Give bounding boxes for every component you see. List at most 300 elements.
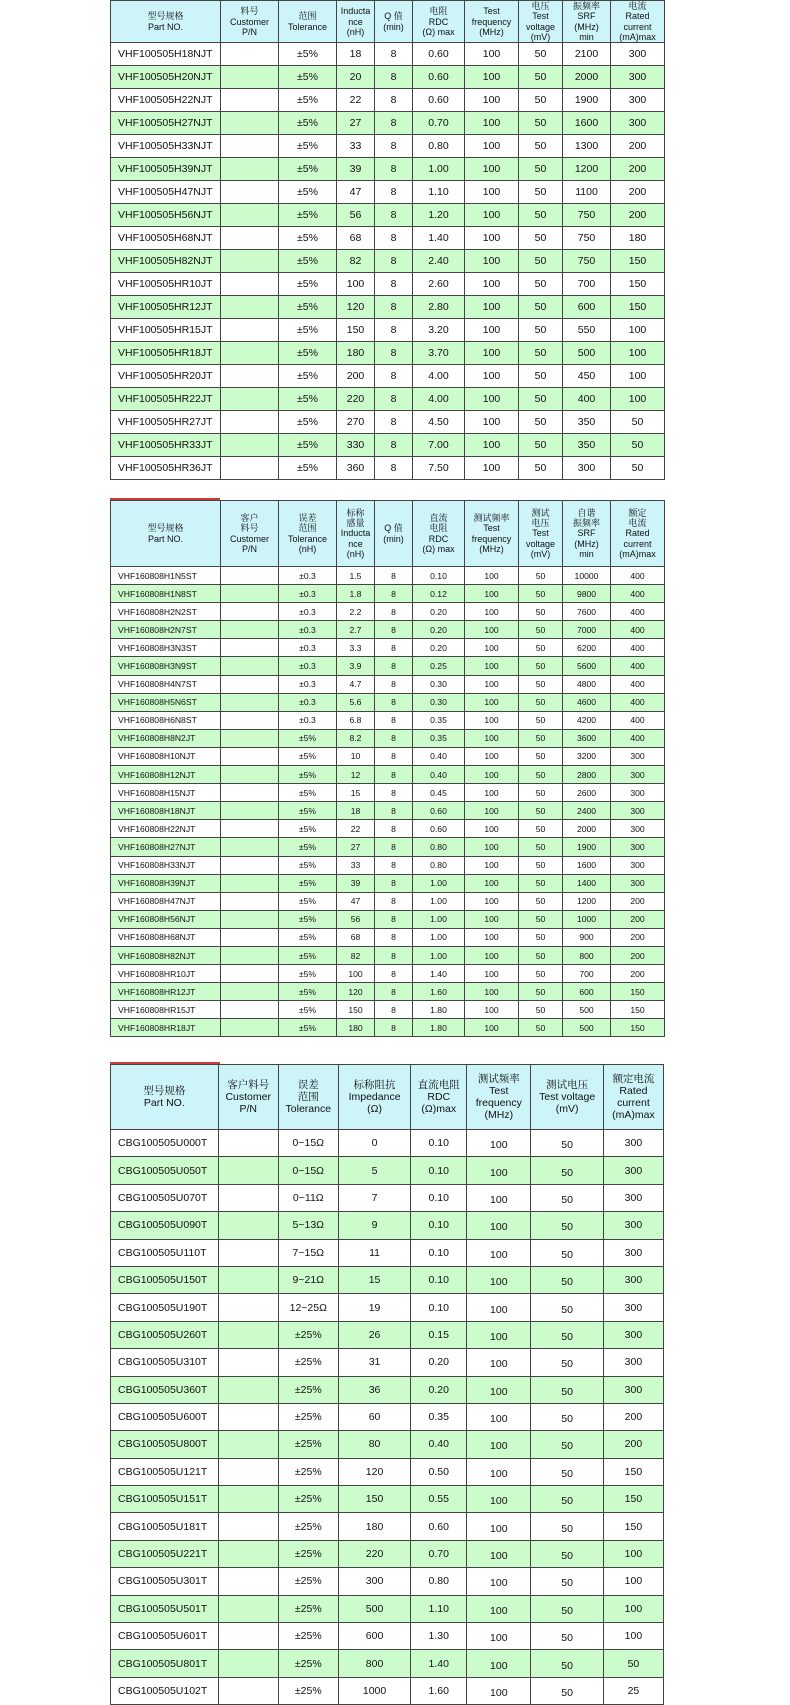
cell-rdc-max: 0.20 bbox=[413, 603, 465, 621]
cell-test-frequency: 100 bbox=[467, 1294, 531, 1321]
cell-test-voltage: 50 bbox=[519, 639, 563, 657]
header-inductance bbox=[337, 501, 375, 567]
cell-inductance: 200 bbox=[337, 365, 375, 388]
cell-test-voltage: 50 bbox=[519, 567, 563, 585]
cell-test-voltage: 50 bbox=[519, 784, 563, 802]
cell-part-no: VHF160808HR15JT bbox=[111, 1001, 221, 1019]
cell-rated-current: 200 bbox=[611, 965, 665, 983]
header-line: Test bbox=[532, 11, 549, 22]
cell-q-min: 8 bbox=[375, 693, 413, 711]
cell-test-voltage: 50 bbox=[519, 1019, 563, 1037]
cell-tolerance: ±5% bbox=[279, 766, 337, 784]
cell-impedance: 220 bbox=[338, 1540, 410, 1567]
cell-test-voltage: 50 bbox=[519, 729, 563, 747]
table-row bbox=[111, 43, 665, 66]
cell-inductance: 33 bbox=[337, 856, 375, 874]
cell-rated-current: 180 bbox=[611, 227, 665, 250]
cell-test-voltage: 50 bbox=[531, 1650, 603, 1677]
cell-rdc-max: 0.20 bbox=[413, 639, 465, 657]
cell-inductance: 39 bbox=[337, 158, 375, 181]
cell-rdc-max: 0.10 bbox=[411, 1184, 467, 1211]
cell-rdc-max: 7.50 bbox=[413, 457, 465, 480]
cell-test-voltage: 50 bbox=[519, 820, 563, 838]
cell-test-frequency: 100 bbox=[465, 296, 519, 319]
cell-part-no: CBG100505U501T bbox=[111, 1595, 219, 1622]
cell-srf-min: 2800 bbox=[563, 766, 611, 784]
table-row bbox=[111, 1321, 664, 1348]
cell-inductance: 33 bbox=[337, 135, 375, 158]
header-line: Rated bbox=[625, 528, 650, 539]
cell-test-voltage: 50 bbox=[519, 135, 563, 158]
header-line: 客户料号 bbox=[227, 1078, 270, 1091]
cell-part-no: VHF160808H4N7ST bbox=[111, 675, 221, 693]
header-line: frequency bbox=[471, 533, 512, 544]
cell-rated-current: 400 bbox=[611, 621, 665, 639]
cell-q-min: 8 bbox=[375, 657, 413, 675]
header-test-voltage bbox=[531, 1065, 603, 1130]
cell-inductance: 100 bbox=[337, 273, 375, 296]
cell-test-voltage: 50 bbox=[519, 365, 563, 388]
cell-tolerance: ±0.3 bbox=[279, 657, 337, 675]
header-line: (min) bbox=[383, 533, 404, 544]
cell-test-voltage: 50 bbox=[519, 227, 563, 250]
cell-customer-pn bbox=[221, 181, 279, 204]
cell-q-min: 8 bbox=[375, 43, 413, 66]
cell-test-frequency: 100 bbox=[465, 227, 519, 250]
cell-test-frequency: 100 bbox=[465, 946, 519, 964]
cell-customer-pn bbox=[221, 621, 279, 639]
cell-rdc-max: 0.80 bbox=[413, 135, 465, 158]
header-test-voltage bbox=[519, 501, 563, 567]
cell-test-voltage: 50 bbox=[531, 1184, 603, 1211]
cell-inductance: 220 bbox=[337, 388, 375, 411]
header-line: Customer bbox=[229, 16, 269, 27]
cell-test-voltage: 50 bbox=[531, 1266, 603, 1293]
cell-part-no: VHF100505HR22JT bbox=[111, 388, 221, 411]
table-row bbox=[111, 946, 665, 964]
cell-rdc-max: 1.40 bbox=[413, 965, 465, 983]
cell-rdc-max: 0.80 bbox=[413, 838, 465, 856]
cell-test-frequency: 100 bbox=[465, 639, 519, 657]
cell-part-no: CBG100505U190T bbox=[111, 1294, 219, 1321]
cell-tolerance: ±0.3 bbox=[279, 693, 337, 711]
header-line: (MHz) bbox=[574, 538, 599, 549]
table-row bbox=[111, 585, 665, 603]
cell-part-no: VHF160808H39NJT bbox=[111, 874, 221, 892]
cell-srf-min: 3600 bbox=[563, 729, 611, 747]
cell-rdc-max: 1.20 bbox=[413, 204, 465, 227]
cell-test-frequency: 100 bbox=[467, 1486, 531, 1513]
cell-q-min: 8 bbox=[375, 892, 413, 910]
cell-test-frequency: 100 bbox=[467, 1595, 531, 1622]
cell-rdc-max: 0.30 bbox=[413, 693, 465, 711]
header-line: Test voltage bbox=[539, 1090, 596, 1103]
cell-test-frequency: 100 bbox=[465, 657, 519, 675]
cell-test-frequency: 100 bbox=[465, 856, 519, 874]
cell-rated-current: 200 bbox=[611, 204, 665, 227]
table-header-row bbox=[111, 1, 665, 43]
cell-rdc-max: 1.60 bbox=[413, 983, 465, 1001]
cell-rdc-max: 0.60 bbox=[413, 43, 465, 66]
header-test-frequency bbox=[465, 501, 519, 567]
cell-tolerance: ±5% bbox=[279, 388, 337, 411]
cell-q-min: 8 bbox=[375, 567, 413, 585]
table-row bbox=[111, 1650, 664, 1677]
cell-customer-pn bbox=[221, 747, 279, 765]
cell-rdc-max: 0.35 bbox=[411, 1403, 467, 1430]
cell-test-frequency: 100 bbox=[465, 365, 519, 388]
cell-rated-current: 300 bbox=[611, 838, 665, 856]
header-line: 电流 bbox=[628, 517, 647, 528]
cell-test-voltage: 50 bbox=[519, 388, 563, 411]
cell-rated-current: 100 bbox=[611, 342, 665, 365]
cell-test-frequency: 100 bbox=[465, 675, 519, 693]
cell-part-no: CBG100505U070T bbox=[111, 1184, 219, 1211]
cell-inductance: 6.8 bbox=[337, 711, 375, 729]
header-line: 误差 bbox=[298, 512, 317, 523]
cell-impedance: 80 bbox=[338, 1431, 410, 1458]
cell-inductance: 120 bbox=[337, 296, 375, 319]
cell-customer-pn bbox=[221, 965, 279, 983]
cell-customer-pn bbox=[218, 1403, 278, 1430]
cell-impedance: 11 bbox=[338, 1239, 410, 1266]
cell-part-no: CBG100505U110T bbox=[111, 1239, 219, 1266]
cell-srf-min: 9800 bbox=[563, 585, 611, 603]
table-row bbox=[111, 1431, 664, 1458]
table-row bbox=[111, 820, 665, 838]
cell-tolerance: ±5% bbox=[279, 250, 337, 273]
cell-inductance: 2.7 bbox=[337, 621, 375, 639]
table-row bbox=[111, 89, 665, 112]
header-line: frequency bbox=[471, 16, 512, 27]
cell-srf-min: 2600 bbox=[563, 784, 611, 802]
cell-test-frequency: 100 bbox=[467, 1349, 531, 1376]
cell-rated-current: 300 bbox=[611, 43, 665, 66]
table-row bbox=[111, 1513, 664, 1540]
cell-rdc-max: 0.70 bbox=[411, 1540, 467, 1567]
cell-test-frequency: 100 bbox=[467, 1458, 531, 1485]
cell-inductance: 10 bbox=[337, 747, 375, 765]
cell-customer-pn bbox=[221, 729, 279, 747]
cell-q-min: 8 bbox=[375, 747, 413, 765]
cell-part-no: VHF160808H3N3ST bbox=[111, 639, 221, 657]
table-row bbox=[111, 388, 665, 411]
cell-test-voltage: 50 bbox=[519, 89, 563, 112]
cell-tolerance: ±5% bbox=[279, 928, 337, 946]
cell-impedance: 26 bbox=[338, 1321, 410, 1348]
cell-inductance: 56 bbox=[337, 910, 375, 928]
cell-test-voltage: 50 bbox=[531, 1321, 603, 1348]
cell-srf-min: 5600 bbox=[563, 657, 611, 675]
cell-srf-min: 700 bbox=[563, 273, 611, 296]
header-line: 振频率 bbox=[572, 1, 600, 11]
cell-test-voltage: 50 bbox=[519, 158, 563, 181]
cell-customer-pn bbox=[221, 250, 279, 273]
cell-customer-pn bbox=[218, 1321, 278, 1348]
cell-srf-min: 1300 bbox=[563, 135, 611, 158]
cell-q-min: 8 bbox=[375, 621, 413, 639]
cell-q-min: 8 bbox=[375, 766, 413, 784]
cell-test-voltage: 50 bbox=[519, 946, 563, 964]
cell-srf-min: 1600 bbox=[563, 856, 611, 874]
cell-rdc-max: 1.80 bbox=[413, 1001, 465, 1019]
cell-inductance: 3.9 bbox=[337, 657, 375, 675]
cell-q-min: 8 bbox=[375, 457, 413, 480]
header-line: Test bbox=[489, 1084, 509, 1097]
cell-customer-pn bbox=[221, 675, 279, 693]
cell-test-voltage: 50 bbox=[531, 1677, 603, 1704]
cell-srf-min: 1100 bbox=[563, 181, 611, 204]
cell-part-no: VHF160808HR18JT bbox=[111, 1019, 221, 1037]
header-q-min bbox=[375, 1, 413, 43]
header-line: 自谐 bbox=[577, 507, 596, 518]
cell-q-min: 8 bbox=[375, 365, 413, 388]
cell-test-frequency: 100 bbox=[467, 1376, 531, 1403]
cell-srf-min: 800 bbox=[563, 946, 611, 964]
cell-rated-current: 300 bbox=[603, 1130, 663, 1157]
cell-part-no: VHF100505HR12JT bbox=[111, 296, 221, 319]
cell-rdc-max: 1.80 bbox=[413, 1019, 465, 1037]
cell-rated-current: 300 bbox=[603, 1294, 663, 1321]
cell-rdc-max: 4.00 bbox=[413, 365, 465, 388]
cell-customer-pn bbox=[218, 1376, 278, 1403]
table-row bbox=[111, 1001, 665, 1019]
cell-rdc-max: 0.12 bbox=[413, 585, 465, 603]
table-row bbox=[111, 1349, 664, 1376]
cell-part-no: VHF100505HR15JT bbox=[111, 319, 221, 342]
header-line: (mV) bbox=[555, 1103, 579, 1116]
cell-test-voltage: 50 bbox=[531, 1431, 603, 1458]
cell-customer-pn bbox=[221, 112, 279, 135]
vhf100505-spec-table bbox=[110, 0, 665, 480]
cell-impedance: 60 bbox=[338, 1403, 410, 1430]
cell-tolerance: ±25% bbox=[278, 1376, 338, 1403]
header-line: (MHz) bbox=[479, 543, 504, 554]
cell-rdc-max: 0.40 bbox=[411, 1431, 467, 1458]
cell-customer-pn bbox=[221, 411, 279, 434]
cell-customer-pn bbox=[221, 910, 279, 928]
cell-part-no: VHF160808H3N9ST bbox=[111, 657, 221, 675]
header-line: 误差 bbox=[297, 1078, 319, 1091]
cell-q-min: 8 bbox=[375, 227, 413, 250]
cell-srf-min: 400 bbox=[563, 388, 611, 411]
cell-tolerance: ±5% bbox=[279, 892, 337, 910]
cell-tolerance: ±5% bbox=[279, 983, 337, 1001]
cell-inductance: 27 bbox=[337, 838, 375, 856]
cell-customer-pn bbox=[221, 43, 279, 66]
cell-test-voltage: 50 bbox=[519, 411, 563, 434]
cell-impedance: 31 bbox=[338, 1349, 410, 1376]
cell-test-frequency: 100 bbox=[465, 802, 519, 820]
cell-tolerance: ±0.3 bbox=[279, 675, 337, 693]
cell-srf-min: 1000 bbox=[563, 910, 611, 928]
header-line: (Ω) max bbox=[422, 26, 455, 37]
cell-tolerance: ±25% bbox=[278, 1321, 338, 1348]
cell-rated-current: 300 bbox=[603, 1184, 663, 1211]
header-line: 额定电流 bbox=[612, 1072, 655, 1085]
table-row bbox=[111, 273, 665, 296]
header-line: current bbox=[623, 538, 652, 549]
cell-test-frequency: 100 bbox=[465, 158, 519, 181]
cell-test-frequency: 100 bbox=[467, 1540, 531, 1567]
cell-rated-current: 200 bbox=[611, 892, 665, 910]
table-row bbox=[111, 1568, 664, 1595]
cell-q-min: 8 bbox=[375, 135, 413, 158]
cell-test-voltage: 50 bbox=[519, 965, 563, 983]
header-line: Test bbox=[483, 6, 500, 17]
cell-inductance: 39 bbox=[337, 874, 375, 892]
cell-inductance: 3.3 bbox=[337, 639, 375, 657]
cell-part-no: VHF100505HR27JT bbox=[111, 411, 221, 434]
header-impedance bbox=[338, 1065, 410, 1130]
header-line: Customer bbox=[225, 1090, 271, 1103]
cell-q-min: 8 bbox=[375, 1001, 413, 1019]
cell-customer-pn bbox=[218, 1349, 278, 1376]
header-line: (nH) bbox=[346, 549, 365, 560]
cell-q-min: 8 bbox=[375, 411, 413, 434]
cell-test-frequency: 100 bbox=[465, 965, 519, 983]
table-row bbox=[111, 158, 665, 181]
table-row bbox=[111, 135, 665, 158]
cell-rdc-max: 0.60 bbox=[413, 820, 465, 838]
cell-test-frequency: 100 bbox=[465, 747, 519, 765]
cell-inductance: 47 bbox=[337, 181, 375, 204]
cell-srf-min: 300 bbox=[563, 457, 611, 480]
cell-impedance: 1000 bbox=[338, 1677, 410, 1704]
table-row bbox=[111, 1184, 664, 1211]
cell-part-no: CBG100505U601T bbox=[111, 1623, 219, 1650]
cell-test-frequency: 100 bbox=[465, 784, 519, 802]
cell-rated-current: 200 bbox=[611, 928, 665, 946]
header-line: 测试频率 bbox=[473, 512, 510, 523]
cell-test-voltage: 50 bbox=[531, 1157, 603, 1184]
cell-q-min: 8 bbox=[375, 983, 413, 1001]
cell-impedance: 150 bbox=[338, 1486, 410, 1513]
cell-customer-pn bbox=[221, 603, 279, 621]
cell-tolerance: ±25% bbox=[278, 1595, 338, 1622]
header-line: SRF bbox=[577, 528, 596, 539]
cell-rdc-max: 1.40 bbox=[411, 1650, 467, 1677]
cell-srf-min: 10000 bbox=[563, 567, 611, 585]
table-row bbox=[111, 411, 665, 434]
cell-test-frequency: 100 bbox=[465, 711, 519, 729]
cell-rdc-max: 0.10 bbox=[411, 1239, 467, 1266]
cell-srf-min: 1400 bbox=[563, 874, 611, 892]
header-line: P/N bbox=[241, 26, 257, 37]
cell-customer-pn bbox=[221, 711, 279, 729]
header-tolerance bbox=[278, 1065, 338, 1130]
cell-q-min: 8 bbox=[375, 204, 413, 227]
cell-customer-pn bbox=[221, 227, 279, 250]
cell-inductance: 150 bbox=[337, 319, 375, 342]
cell-rated-current: 150 bbox=[611, 1019, 665, 1037]
cell-test-voltage: 50 bbox=[519, 766, 563, 784]
cell-rdc-max: 0.50 bbox=[411, 1458, 467, 1485]
cell-test-frequency: 100 bbox=[465, 135, 519, 158]
cell-q-min: 8 bbox=[375, 729, 413, 747]
cell-tolerance: ±5% bbox=[279, 856, 337, 874]
cell-customer-pn bbox=[221, 158, 279, 181]
cell-part-no: CBG100505U800T bbox=[111, 1431, 219, 1458]
cell-rated-current: 150 bbox=[611, 250, 665, 273]
cell-test-voltage: 50 bbox=[519, 693, 563, 711]
header-line: Impedance bbox=[348, 1090, 401, 1103]
cell-test-frequency: 100 bbox=[465, 89, 519, 112]
cell-srf-min: 2400 bbox=[563, 802, 611, 820]
cell-test-frequency: 100 bbox=[465, 838, 519, 856]
cell-customer-pn bbox=[221, 365, 279, 388]
table-row bbox=[111, 204, 665, 227]
cell-test-voltage: 50 bbox=[519, 457, 563, 480]
header-customer-pn bbox=[221, 1, 279, 43]
cell-tolerance: ±25% bbox=[278, 1403, 338, 1430]
cell-test-voltage: 50 bbox=[519, 66, 563, 89]
cell-test-frequency: 100 bbox=[465, 693, 519, 711]
cell-test-frequency: 100 bbox=[465, 1019, 519, 1037]
cell-test-voltage: 50 bbox=[519, 802, 563, 820]
cell-rdc-max: 0.30 bbox=[413, 675, 465, 693]
header-line: Tolerance bbox=[287, 533, 328, 544]
cell-impedance: 180 bbox=[338, 1513, 410, 1540]
cell-rated-current: 300 bbox=[611, 784, 665, 802]
cell-tolerance: ±25% bbox=[278, 1458, 338, 1485]
cell-customer-pn bbox=[221, 983, 279, 1001]
cell-test-voltage: 50 bbox=[519, 928, 563, 946]
cell-rdc-max: 0.55 bbox=[411, 1486, 467, 1513]
cell-impedance: 800 bbox=[338, 1650, 410, 1677]
cell-rdc-max: 1.00 bbox=[413, 928, 465, 946]
header-line: 客户 bbox=[240, 512, 259, 523]
header-rdc-max bbox=[411, 1065, 467, 1130]
header-line: 标称阻抗 bbox=[353, 1078, 396, 1091]
table-row bbox=[111, 1294, 664, 1321]
header-line: Tolerance bbox=[287, 21, 328, 32]
cell-part-no: VHF160808H12NJT bbox=[111, 766, 221, 784]
header-line: voltage bbox=[525, 538, 556, 549]
header-line: frequency bbox=[475, 1097, 522, 1109]
cell-rated-current: 300 bbox=[611, 802, 665, 820]
cell-test-frequency: 100 bbox=[465, 273, 519, 296]
cell-test-voltage: 50 bbox=[519, 874, 563, 892]
cell-test-voltage: 50 bbox=[531, 1403, 603, 1430]
cell-q-min: 8 bbox=[375, 158, 413, 181]
cell-customer-pn bbox=[221, 434, 279, 457]
cell-test-frequency: 100 bbox=[467, 1321, 531, 1348]
cell-tolerance: ±5% bbox=[279, 838, 337, 856]
cell-q-min: 8 bbox=[375, 928, 413, 946]
table-row bbox=[111, 296, 665, 319]
cell-rdc-max: 0.35 bbox=[413, 711, 465, 729]
header-line: (Ω)max bbox=[421, 1103, 457, 1116]
header-line: (MHz) bbox=[574, 21, 599, 32]
cell-q-min: 8 bbox=[375, 273, 413, 296]
cell-rdc-max: 0.60 bbox=[413, 66, 465, 89]
cell-impedance: 7 bbox=[338, 1184, 410, 1211]
cell-rated-current: 300 bbox=[603, 1349, 663, 1376]
cell-customer-pn bbox=[218, 1568, 278, 1595]
cell-test-voltage: 50 bbox=[519, 838, 563, 856]
table-row bbox=[111, 892, 665, 910]
table-row bbox=[111, 1212, 664, 1239]
cell-test-frequency: 100 bbox=[467, 1650, 531, 1677]
cell-rdc-max: 0.60 bbox=[413, 89, 465, 112]
cell-rated-current: 25 bbox=[603, 1677, 663, 1704]
table-header-row bbox=[111, 1065, 664, 1130]
cell-test-frequency: 100 bbox=[467, 1568, 531, 1595]
cell-tolerance: ±25% bbox=[278, 1623, 338, 1650]
cell-q-min: 8 bbox=[375, 112, 413, 135]
header-line: Rated bbox=[619, 1084, 648, 1097]
